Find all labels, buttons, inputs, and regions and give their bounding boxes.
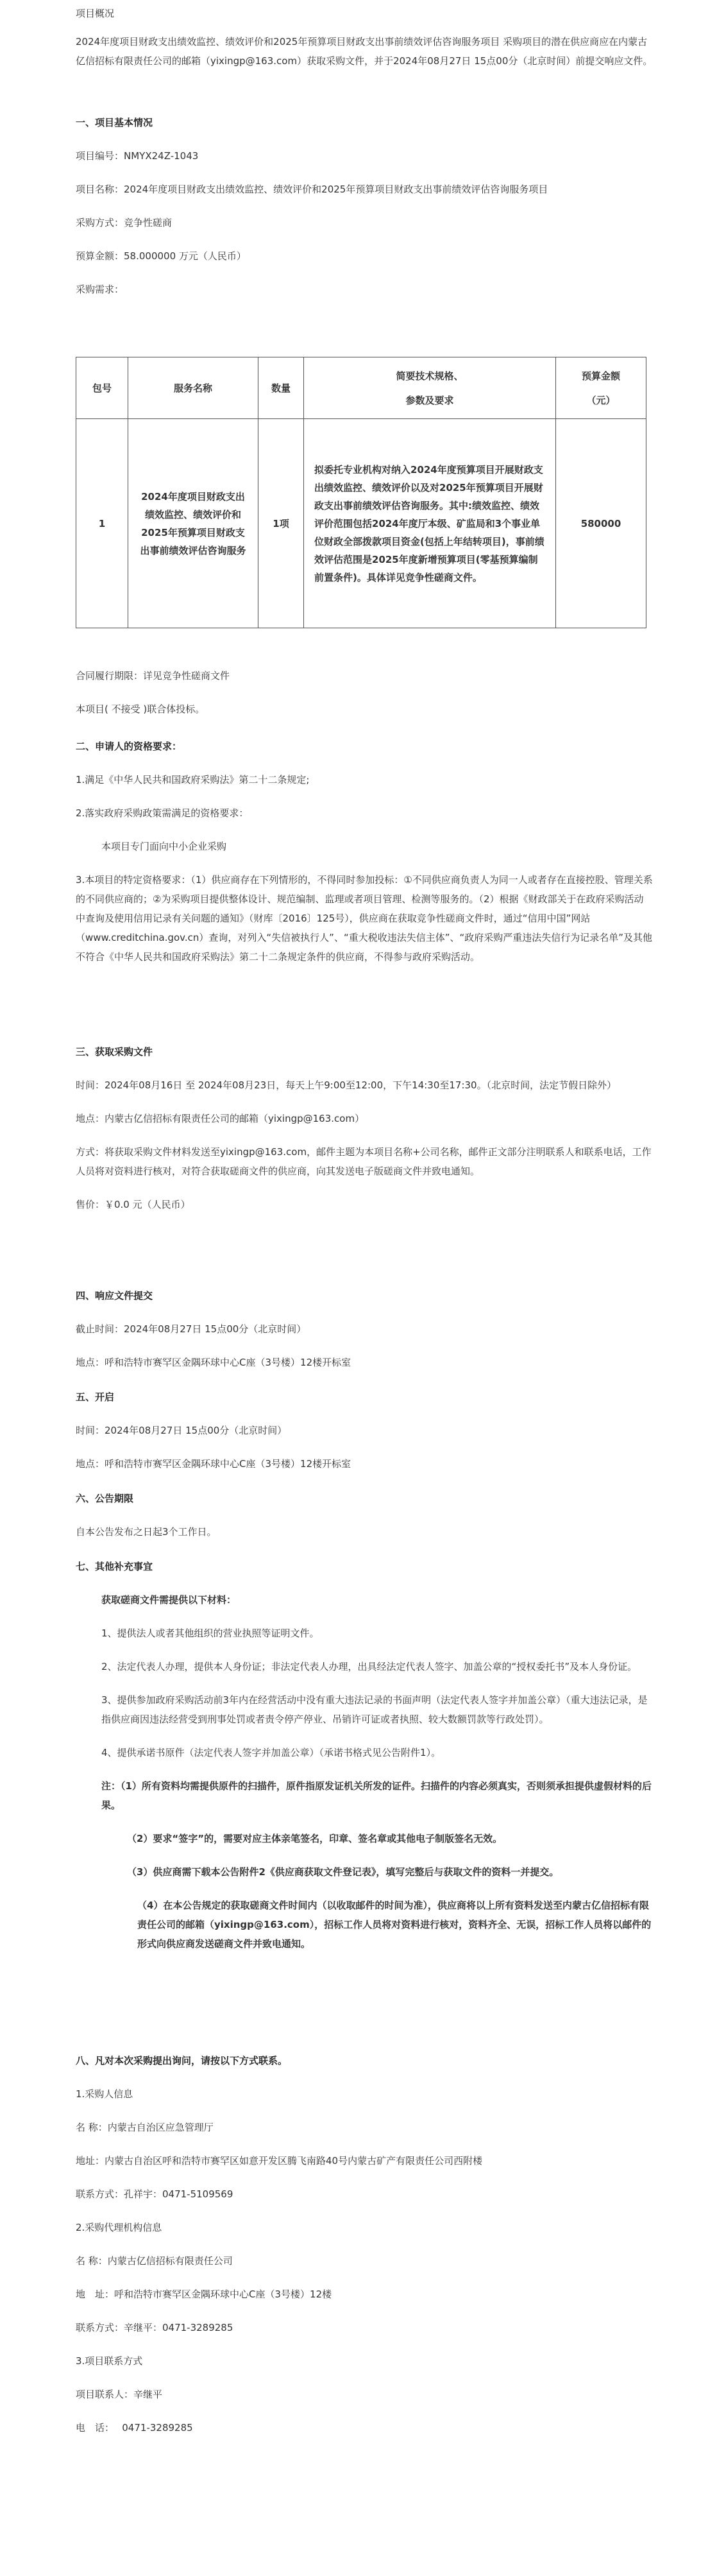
obtain-place: 地点：内蒙古亿信招标有限责任公司的邮箱（yixingp@163.com） <box>76 1113 365 1124</box>
qualification-item-1: 1.满足《中华人民共和国政府采购法》第二十二条规定; <box>76 774 310 786</box>
project-contact-person: 项目联系人：辛继平 <box>76 2389 163 2400</box>
notice-period-text: 自本公告发布之日起3个工作日。 <box>76 1526 217 1538</box>
section2-heading: 二、申请人的资格要求： <box>76 741 182 752</box>
qualification-item-3: 3.本项目的特定资格要求：（1）供应商存在下列情形的，不得同时参加投标：①不同供应商负责人为同一人或者存在直接控股、管理关系的不同供应商的；②为采购项目提供整体设计、规范编制、监理或者项目管理、检测等服务的。（2）根据《财政部关于在政府采购活动中查询及使用信用记录有关问题的通知》（财库〔2016〕125号），供应商在获取竞争性磋商文件时，通过“信用中国”网站（www.creditchina.gov.cn）查询，对列入“失信被执行人”、“重大税收违法失信主体”、“政府采购严重违法失信行为记录名单”及其他不符合《中华人民共和国政府采购法》第二十二条规定条件的供应商，不得参与政府采购活动。 <box>76 874 653 963</box>
demand-label: 采购需求： <box>76 284 124 295</box>
note-2: （2）要求“签字”的，需要对应主体亲笔签名，印章、签名章或其他电子制版签名无效。 <box>127 1833 503 1844</box>
overview-section <box>76 4 653 71</box>
budget-amount: 预算金额：58.000000 万元（人民币） <box>76 250 246 262</box>
header-service-name: 服务名称 <box>128 357 258 419</box>
project-contact-title: 3.项目联系方式 <box>76 2355 143 2367</box>
section-qualification <box>76 737 653 966</box>
agency-name: 名 称：内蒙古亿信招标有限责任公司 <box>76 2255 233 2267</box>
material-4: 4、提供承诺书原件（法定代表人签字并加盖公章）（承诺书格式见公告附件1）。 <box>101 1747 441 1758</box>
section-obtain-docs <box>76 1042 653 1214</box>
section-basic-info <box>76 113 653 299</box>
agency-address: 地 址：呼和浩特市赛罕区金隅环球中心C座（3号楼）12楼 <box>76 2288 332 2300</box>
agency-contact: 联系方式：辛继平：0471-3289285 <box>76 2322 233 2333</box>
qualification-item-2-detail: 本项目专门面向中小企业采购 <box>101 841 227 852</box>
purchaser-title: 1.采购人信息 <box>76 2088 133 2100</box>
materials-title: 获取磋商文件需提供以下材料： <box>101 1594 237 1606</box>
section6-heading: 六、公告期限 <box>76 1493 134 1504</box>
section3-heading: 三、获取采购文件 <box>76 1046 153 1058</box>
document-price: 售价：￥0.0 元（人民币） <box>76 1199 190 1210</box>
material-1: 1、提供法人或者其他组织的营业执照等证明文件。 <box>101 1627 319 1639</box>
header-spec-line1: 简要技术规格、 <box>396 370 464 382</box>
submission-place: 地点：呼和浩特市赛罕区金隅环球中心C座（3号楼）12楼开标室 <box>76 1357 351 1368</box>
material-3: 3、提供参加政府采购活动前3年内在经营活动中没有重大违法记录的书面声明（法定代表人签字并加盖公章）（重大违法记录，是指供应商因违法经营受到刑事处罚或者责令停产停业、吊销许可证或者执照、较大数额罚款等行政处罚）。 <box>101 1694 648 1725</box>
note-3: （3）供应商需下载本公告附件2《供应商获取文件登记表》，填写完整后与获取文件的资料一并提交。 <box>127 1866 559 1878</box>
table-header-row <box>76 357 646 419</box>
contract-period: 合同履行期限：详见竞争性磋商文件 <box>76 670 230 682</box>
section-contact <box>76 2051 653 2437</box>
header-budget-line2: （元） <box>586 394 616 406</box>
requirements-table-wrap <box>76 357 653 628</box>
row-package: 1 <box>76 419 128 628</box>
obtain-method: 方式：将获取采购文件材料发送至yixingp@163.com，邮件主题为本项目名称+公司名称，邮件正文部分注明联系人和联系电话，工作人员将对资料进行核对，对符合获取磋商文件的供应商，向其发送电子版磋商文件并致电通知。 <box>76 1146 652 1177</box>
table-row <box>76 419 646 628</box>
header-package: 包号 <box>76 357 128 419</box>
purchaser-contact: 联系方式：孔祥宇：0471-5109569 <box>76 2188 233 2200</box>
note-4: （4）在本公告规定的获取磋商文件时间内（以收取邮件的时间为准），供应商将以上所有资料发送至内蒙古亿信招标有限责任公司的邮箱（yixingp@163.com），招标工作人员将对资料进行核对，资料齐全、无误，招标工作人员将以邮件的形式向供应商发送磋商文件并致电通知。 <box>137 1900 652 1950</box>
section4-heading: 四、响应文件提交 <box>76 1290 153 1301</box>
row-spec: 拟委托专业机构对纳入2024年度预算项目开展财政支出绩效监控、绩效评价以及对2025年预算项目开展财政支出事前绩效评估咨询服务。其中:绩效监控、绩效评价范围包括2024年度厅本级、矿监局和3个事业单位财政全部拨款项目资金(包括上年结转项目)，事前绩效评估范围是2025年度新增预算项目(零基预算编制前置条件)。具体详见竞争性磋商文件。 <box>304 419 556 628</box>
section1-heading: 一、项目基本情况 <box>76 117 153 128</box>
header-spec-line2: 参数及要求 <box>405 394 454 406</box>
contract-info <box>76 666 653 719</box>
section-opening <box>76 1387 653 1473</box>
procurement-method: 采购方式：竞争性磋商 <box>76 217 173 228</box>
row-budget: 580000 <box>556 419 646 628</box>
header-budget <box>556 357 646 419</box>
section7-heading: 七、其他补充事宜 <box>76 1561 153 1572</box>
qualification-item-2: 2.落实政府采购政策需满足的资格要求： <box>76 807 249 819</box>
project-contact-phone: 电 话： 0471-3289285 <box>76 2422 193 2434</box>
project-name: 项目名称：2024年度项目财政支出绩效监控、绩效评价和2025年预算项目财政支出事前绩效评估咨询服务项目 <box>76 184 548 195</box>
header-spec <box>304 357 556 419</box>
section8-heading: 八、凡对本次采购提出询问，请按以下方式联系。 <box>76 2055 288 2066</box>
section-submission <box>76 1286 653 1372</box>
purchaser-address: 地址：内蒙古自治区呼和浩特市赛罕区如意开发区腾飞南路40号内蒙古矿产有限责任公司西附楼 <box>76 2155 483 2167</box>
row-service-name: 2024年度项目财政支出绩效监控、绩效评价和2025年预算项目财政支出事前绩效评估咨询服务 <box>128 419 258 628</box>
section-notice-period <box>76 1489 653 1541</box>
material-2: 2、法定代表人办理，提供本人身份证；非法定代表人办理，出具经法定代表人签字、加盖公章的“授权委托书”及本人身份证。 <box>101 1661 637 1672</box>
submission-deadline: 截止时间：2024年08月27日 15点00分（北京时间） <box>76 1323 307 1335</box>
header-budget-line1: 预算金额 <box>581 370 620 382</box>
overview-text: 2024年度项目财政支出绩效监控、绩效评价和2025年预算项目财政支出事前绩效评估咨询服务项目 采购项目的潜在供应商应在内蒙古亿信招标有限责任公司的邮箱（yixingp@163.com）获取采购文件，并于2024年08月27日 15点00分（北京时间）前提交响应文件。 <box>76 36 653 67</box>
purchaser-name: 名 称：内蒙古自治区应急管理厅 <box>76 2122 214 2133</box>
section5-heading: 五、开启 <box>76 1391 115 1403</box>
opening-place: 地点：呼和浩特市赛罕区金隅环球中心C座（3号楼）12楼开标室 <box>76 1458 351 1470</box>
requirements-table <box>76 357 646 628</box>
row-quantity: 1项 <box>258 419 304 628</box>
project-number: 项目编号：NMYX24Z-1043 <box>76 150 199 162</box>
obtain-time: 时间：2024年08月16日 至 2024年08月23日，每天上午9:00至12:00，下午14:30至17:30。（北京时间，法定节假日除外） <box>76 1079 617 1091</box>
agency-title: 2.采购代理机构信息 <box>76 2222 162 2233</box>
section-supplementary <box>76 1557 653 1953</box>
header-quantity: 数量 <box>258 357 304 419</box>
overview-heading: 项目概况 <box>76 8 115 19</box>
joint-bid: 本项目( 不接受 )联合体投标。 <box>76 703 205 715</box>
note-1: 注：（1）所有资料均需提供原件的扫描件，原件指原发证机关所发的证件。扫描件的内容必须真实，否则须承担提供虚假材料的后果。 <box>101 1780 652 1811</box>
opening-time: 时间：2024年08月27日 15点00分（北京时间） <box>76 1425 287 1436</box>
